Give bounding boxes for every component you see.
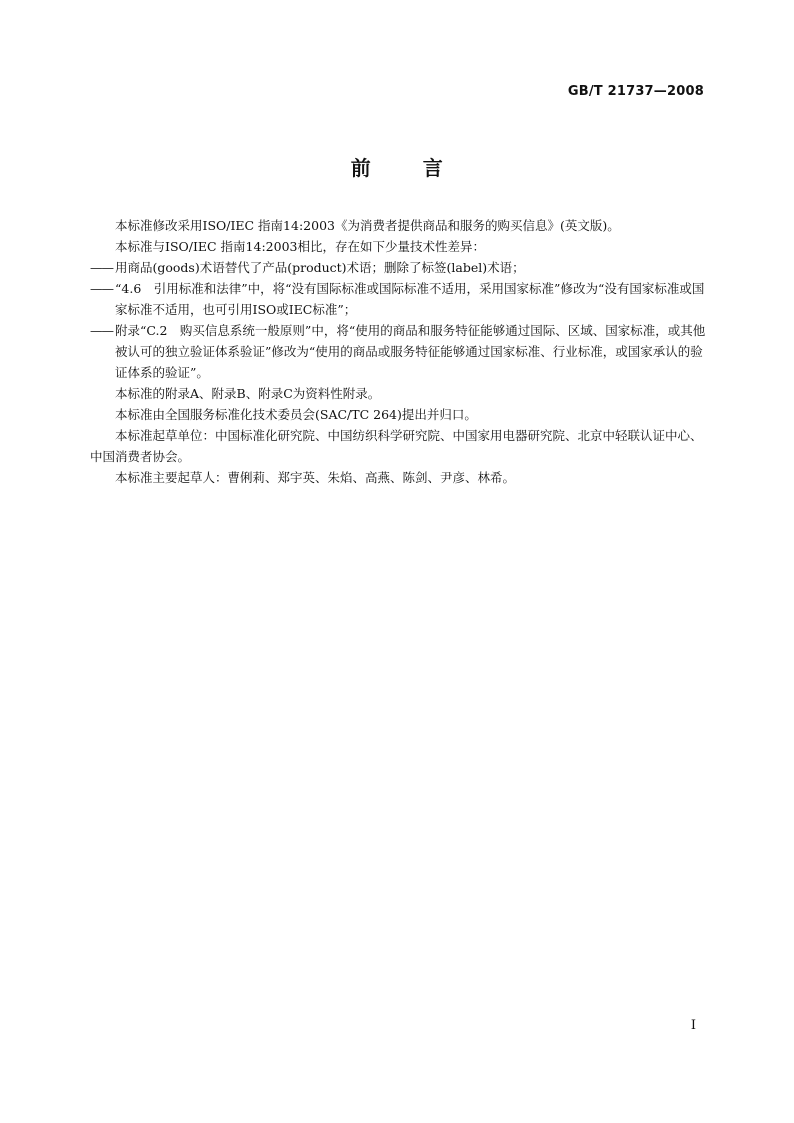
dash-mark: —— xyxy=(90,260,113,275)
paragraph-differences: 本标准与ISO/IEC 指南14:2003相比，存在如下少量技术性差异： xyxy=(115,239,485,254)
dash-mark: —— xyxy=(90,323,113,338)
standard-number: GB/T 21737—2008 xyxy=(567,84,704,99)
page-title: 前 言 xyxy=(350,156,444,180)
paragraph-drafters: 本标准主要起草人：曹俐莉、郑宇英、朱焰、高燕、陈剑、尹彦、林希。 xyxy=(115,470,516,485)
paragraph-committee: 本标准由全国服务标准化技术委员会(SAC/TC 264)提出并归口。 xyxy=(115,407,477,422)
dash-item-text: 用商品(goods)术语替代了产品(product)术语；删除了标签(label)术语； xyxy=(115,260,525,275)
paragraph-adoption: 本标准修改采用ISO/IEC 指南14:2003《为消费者提供商品和服务的购买信息》(英文版)。 xyxy=(115,218,620,233)
foreword-body xyxy=(90,215,706,488)
dash-item-terms xyxy=(90,257,706,278)
paragraph-drafting-units: 本标准起草单位：中国标准化研究院、中国纺织科学研究院、中国家用电器研究院、北京中轻联认证中心、中国消费者协会。 xyxy=(90,428,703,464)
dash-item-text: 附录“C.2 购买信息系统一般原则”中，将“使用的商品和服务特征能够通过国际、区域、国家标准，或其他被认可的独立验证体系验证”修改为“使用的商品或服务特征能够通过国家标准、行业标准，或国家承认的验证体系的验证”。 xyxy=(115,323,706,380)
dash-item-text: “4.6 引用标准和法律”中，将“没有国际标准或国际标准不适用，采用国家标准”修改为“没有国家标准或国家标准不适用，也可引用ISO或IEC标准”； xyxy=(115,281,705,317)
paragraph-annexes: 本标准的附录A、附录B、附录C为资料性附录。 xyxy=(115,386,381,401)
dash-mark: —— xyxy=(90,281,113,296)
dash-item-annex-c-2 xyxy=(90,320,706,383)
dash-item-clause-4-6 xyxy=(90,278,706,320)
page-number: I xyxy=(690,1018,696,1033)
